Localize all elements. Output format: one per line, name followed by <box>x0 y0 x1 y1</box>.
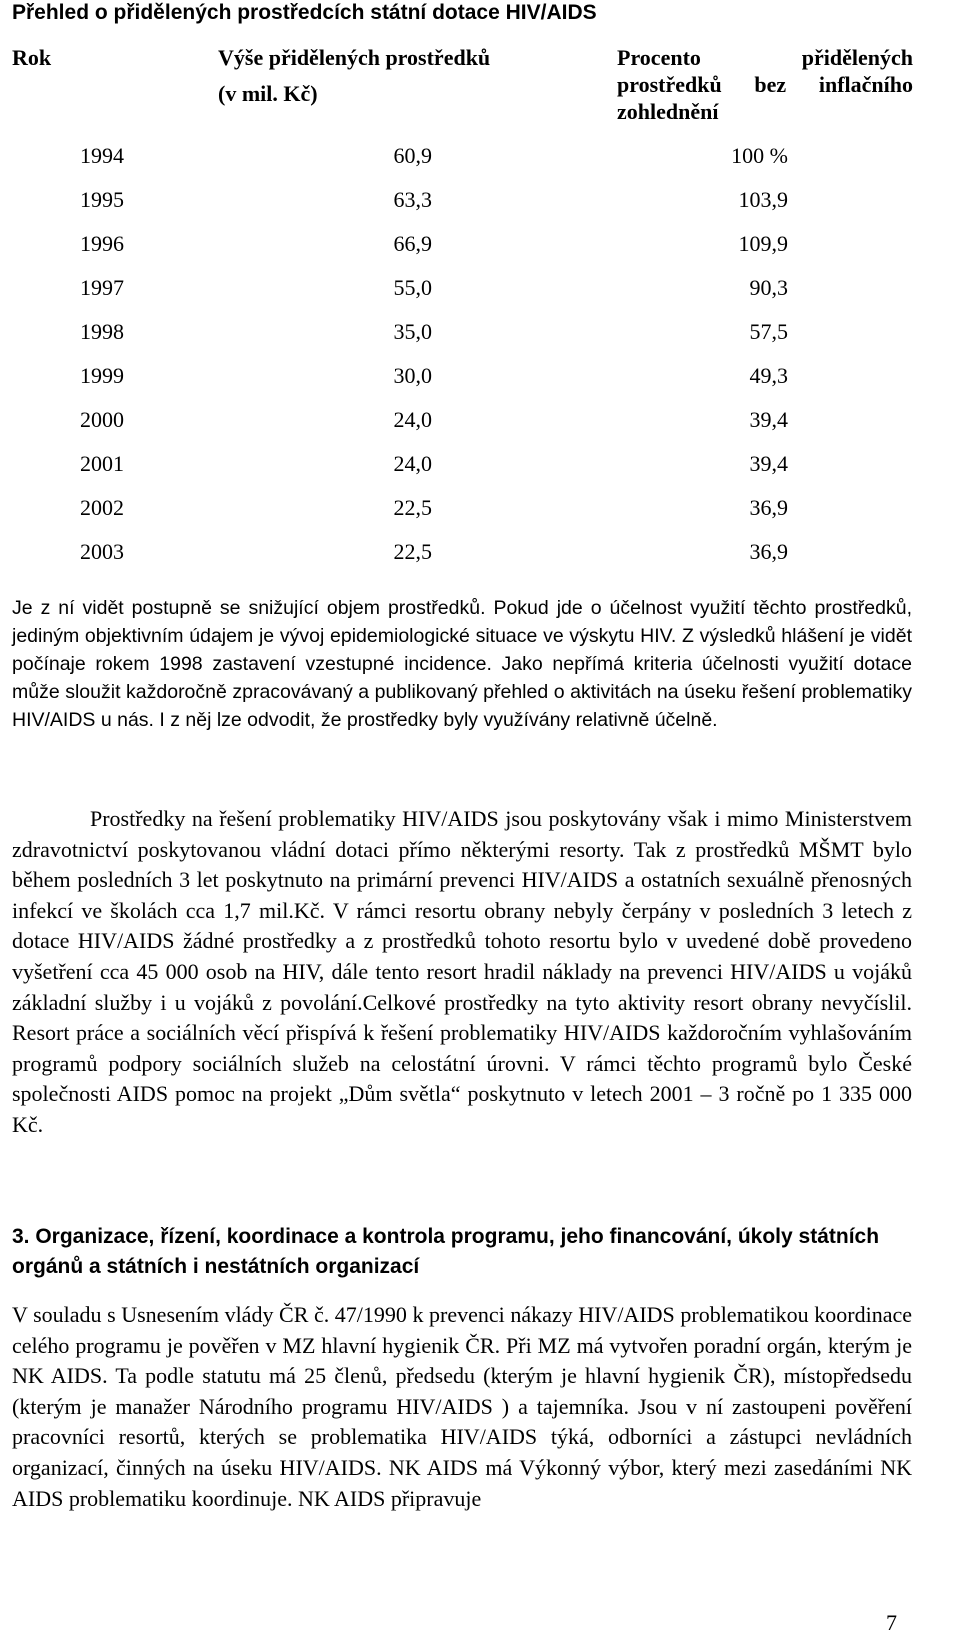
paragraph-organization: V souladu s Usnesením vlády ČR č. 47/1990 k prevenci nákazy HIV/AIDS problematikou koordinace celého programu je pověřen v MZ hlavní hygienik ČR. Při MZ má vytvořen poradní orgán, kterým je NK AIDS. Ta podle statutu má 25 členů, předsedu (kterým je hlavní hygienik ČR), místopředsedu (kterým je manažer Národního programu HIV/AIDS ) a tajemníka. Jsou v ní zastoupeni pověření pracovníci resortů, kterých se problematika HIV/AIDS týká, odborníci a zástupci nevládních organizací, činných na úseku HIV/AIDS. NK AIDS má Výkonný výbor, který mezi zasedáními NK AIDS problematiku koordinuje. NK AIDS připravuje <box>12 1302 912 1511</box>
table-cell-year: 2003 <box>80 539 124 564</box>
paragraph-other-resources: Prostředky na řešení problematiky HIV/AIDS jsou poskytovány však i mimo Ministerstvem zdravotnictví poskytovanou vládní dotaci přímo některými resorty. Tak z prostředků MŠMT bylo během posledních 3 let poskytnuto na primární prevenci HIV/AIDS a ostatních sexuálně přenosných infekcí ve školách cca 1,7 mil.Kč. V rámci resortu obrany nebyly čerpány v posledních 3 letech z dotace HIV/AIDS žádné prostředky a z prostředků tohoto resortu bylo v uvedené době provedeno vyšetření cca 45 000 osob na HIV, dále tento resort hradil náklady na prevenci HIV/AIDS u vojáků základní služby i u vojáků z povolání.Celkové prostředky na tyto aktivity resort obrany nevyčíslil. Resort práce a sociálních věcí přispívá k řešení problematiky HIV/AIDS každoročním vyhlašováním programů podpory sociálních služeb na celostátní úrovni. V rámci těchto programů bylo České společnosti AIDS pomoc na projekt „Dům světla“ poskytnuto v letech 2001 – 3 ročně po 1 335 000 Kč. <box>12 806 912 1137</box>
table-row <box>0 405 960 435</box>
table-row <box>0 141 960 171</box>
table-row <box>0 229 960 259</box>
table-cell-percent: 36,9 <box>749 539 788 564</box>
table-cell-amount: 35,0 <box>393 319 432 344</box>
table-header-amount <box>218 44 578 107</box>
table-cell-year: 2001 <box>80 451 124 476</box>
table-header-year: Rok <box>12 45 52 70</box>
table-cell-year: 1996 <box>80 231 124 256</box>
table-cell-year: 1994 <box>80 143 124 168</box>
table-row <box>0 317 960 347</box>
table-cell-percent: 90,3 <box>749 275 788 300</box>
table-cell-amount: 22,5 <box>393 539 432 564</box>
table-cell-amount: 63,3 <box>393 187 432 212</box>
table-row <box>0 537 960 567</box>
table-row <box>0 493 960 523</box>
table-cell-amount: 66,9 <box>393 231 432 256</box>
document-title: Přehled o přidělených prostředcích státní dotace HIV/AIDS <box>12 1 597 24</box>
table-cell-year: 2002 <box>80 495 124 520</box>
table-row <box>0 185 960 215</box>
table-cell-amount: 24,0 <box>393 407 432 432</box>
table-row <box>0 273 960 303</box>
table-cell-amount: 24,0 <box>393 451 432 476</box>
table-cell-year: 1999 <box>80 363 124 388</box>
paragraph-funding-trend: Je z ní vidět postupně se snižující objem prostředků. Pokud jde o účelnost využití těchto prostředků, jediným objektivním údajem je vývoj epidemiologické situace ve výskytu HIV. Z výsledků hlášení je vidět počínaje rokem 1998 zastavení vzestupné incidence. Jako nepřímá kriteria účelnosti využití dotace může sloužit každoročně zpracovávaný a publikovaný přehled o aktivitách na úseku řešení problematiky HIV/AIDS u nás. I z něj lze odvodit, že prostředky byly využívány relativně účelně. <box>12 597 912 731</box>
table-cell-amount: 22,5 <box>393 495 432 520</box>
table-cell-year: 1995 <box>80 187 124 212</box>
table-header-amount-line2: (v mil. Kč) <box>218 81 318 106</box>
section-heading: 3. Organizace, řízení, koordinace a kontrola programu, jeho financování, úkoly státních orgánů a státních i nestátních organizací <box>12 1225 880 1278</box>
page-number: 7 <box>886 1610 897 1635</box>
table-row <box>0 361 960 391</box>
table-cell-amount: 30,0 <box>393 363 432 388</box>
table-cell-percent: 103,9 <box>738 187 788 212</box>
table-header-percent: Procento přidělených prostředků bez inflačního zohlednění <box>617 45 913 124</box>
table-row <box>0 449 960 479</box>
table-cell-percent: 49,3 <box>749 363 788 388</box>
table-cell-year: 2000 <box>80 407 124 432</box>
table-cell-percent: 36,9 <box>749 495 788 520</box>
table-cell-percent: 109,9 <box>738 231 788 256</box>
table-cell-percent: 100 % <box>731 143 788 168</box>
table-cell-amount: 55,0 <box>393 275 432 300</box>
table-cell-percent: 39,4 <box>749 407 788 432</box>
table-cell-percent: 57,5 <box>749 319 788 344</box>
table-cell-year: 1998 <box>80 319 124 344</box>
table-header-amount-line1: Výše přidělených prostředků <box>218 45 491 70</box>
table-cell-percent: 39,4 <box>749 451 788 476</box>
table-cell-amount: 60,9 <box>393 143 432 168</box>
table-cell-year: 1997 <box>80 275 124 300</box>
